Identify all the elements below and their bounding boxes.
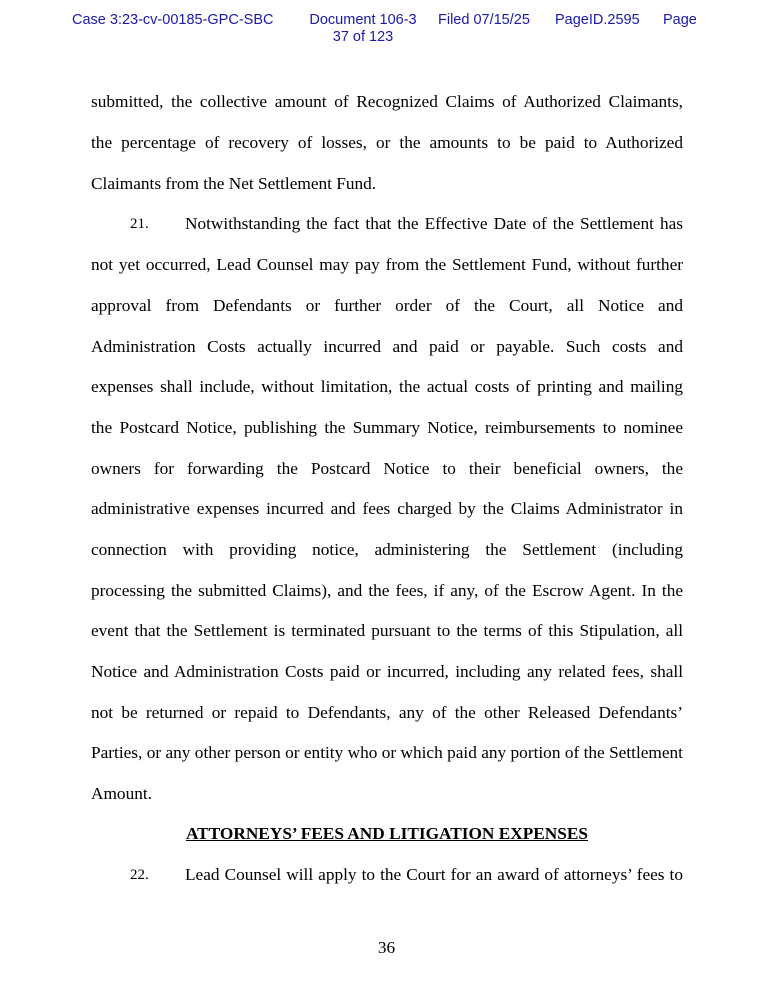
text-line: processing the submitted Claims), and the fees, if any, of the Escrow Agent. In the [91,581,683,600]
text-line: approval from Defendants or further order of the Court, all Notice and [91,296,683,315]
paragraph-22-first-line [91,864,683,886]
text-line: Claimants from the Net Settlement Fund. [91,174,377,193]
text-line: owners for forwarding the Postcard Notice to their beneficial owners, the [91,459,683,478]
text-line: Notwithstanding the fact that the Effective Date of the Settlement has [185,214,683,233]
text-line: submitted, the collective amount of Recognized Claims of Authorized Claimants, [91,92,683,111]
filing-header [0,12,773,52]
text-line: Parties, or any other person or entity who or which paid any portion of the Settlement [91,743,683,762]
text-line: not be returned or repaid to Defendants, any of the other Released Defendants’ [91,703,683,722]
filed-date: Filed 07/15/25 [438,12,530,28]
text-line: Amount. [91,784,152,803]
page-number: 36 [377,938,396,957]
text-line: Lead Counsel will apply to the Court for an award of attorneys’ fees to [185,865,683,884]
text-line: expenses shall include, without limitation, the actual costs of printing and mailing [91,377,683,396]
page-label: Page [663,12,697,28]
text-line: the Postcard Notice, publishing the Summary Notice, reimbursements to nominee [91,418,683,437]
text-line: Notice and Administration Costs paid or incurred, including any related fees, shall [91,662,683,681]
paragraph-number: 22. [130,867,149,883]
text-line: not yet occurred, Lead Counsel may pay from the Settlement Fund, without further [91,255,683,274]
text-line: administrative expenses incurred and fees charged by the Claims Administrator in [91,499,683,518]
text-line: event that the Settlement is terminated pursuant to the terms of this Stipulation, all [91,621,683,640]
document-number-line2: 37 of 123 [332,29,394,45]
section-heading: ATTORNEYS’ FEES AND LITIGATION EXPENSES [185,824,589,843]
page-id: PageID.2595 [555,12,640,28]
case-number: Case 3:23-cv-00185-GPC-SBC [72,12,274,28]
text-line: Administration Costs actually incurred and paid or payable. Such costs and [91,337,683,356]
document-number [304,12,422,46]
text-line: the percentage of recovery of losses, or the amounts to be paid to Authorized [91,133,683,152]
text-line: connection with providing notice, administering the Settlement (including [91,540,683,559]
paragraph-number: 21. [130,216,149,232]
document-number-line1: Document 106-3 [309,12,417,28]
paragraph-21-first-line [91,213,683,235]
